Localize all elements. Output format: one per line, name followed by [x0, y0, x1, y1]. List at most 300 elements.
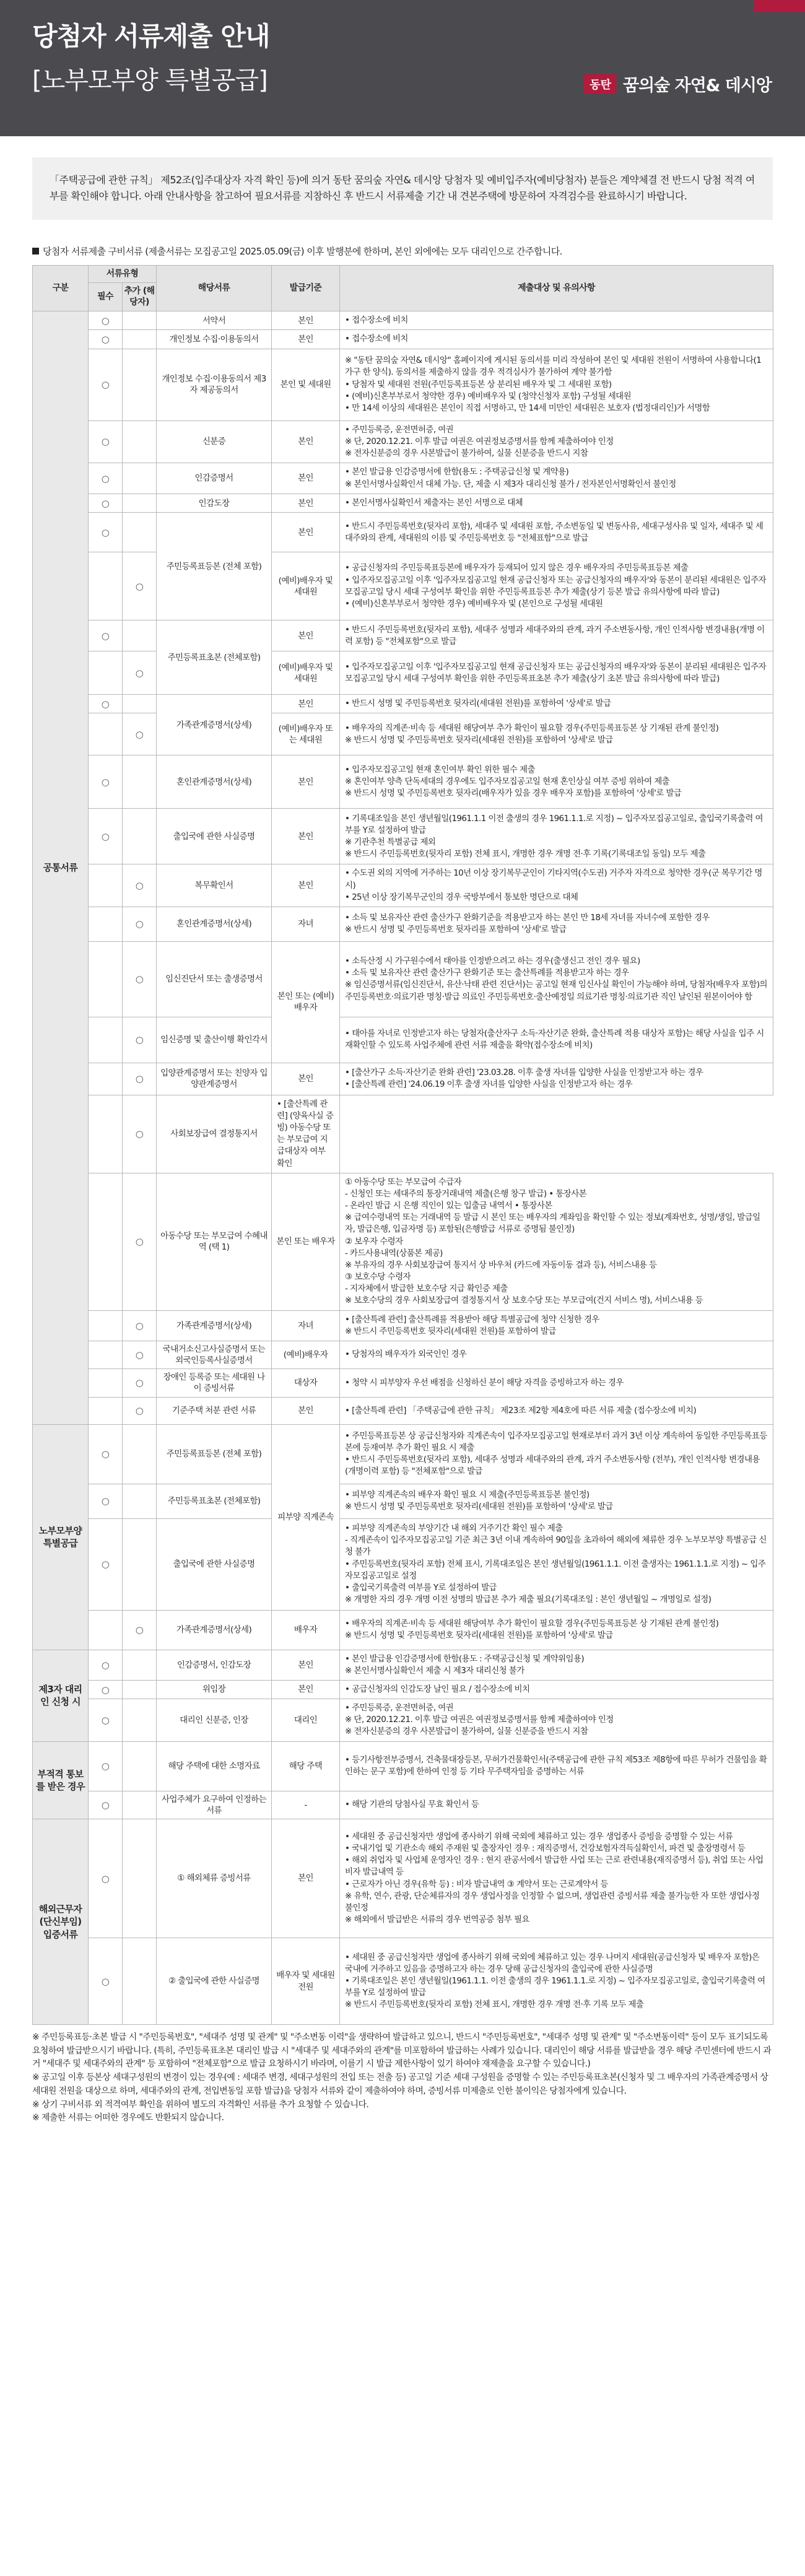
table-row: [33, 1063, 773, 1095]
table-row: [33, 1341, 773, 1368]
document-name: 주민등록표초본 (전체포함): [157, 1484, 272, 1518]
page-header: [0, 0, 805, 136]
document-name: 임신증명 및 출산이행 확인각서: [157, 1017, 272, 1063]
document-name: 사회보장급여 결정통지서: [157, 1095, 272, 1173]
remark-line: ※ "동탄 꿈의숲 자연& 데시앙" 홈페이지에 게시된 동의서를 미리 작성하여 본인 및 세대원 전원이 서명하여 사용합니다(1가구 한 양식). 동의서를 제출하지 않을 경우 적격심사가 불가하여 계약 불가함: [345, 355, 762, 378]
remark-line: ※ 반드시 주민등록번호(뒷자리 포함) 전체 표시, 개명한 경우 개명 전·후 기록 모두 제출: [345, 1999, 644, 2010]
remark-line: • (예비)신혼부부로서 청약한 경우) 예비배우자 및 (청약신청자 포함) 구성될 세대원: [345, 391, 632, 401]
issue-basis: 본인: [272, 1063, 340, 1095]
document-name: 주민등록표등본 (전체 포함): [157, 513, 272, 620]
table-row: [33, 1791, 773, 1819]
additional-mark: ○: [123, 1095, 157, 1173]
remark-line: ※ 본인서명사실확인서 대체 가능. 단, 제출 시 제3자 대리신청 불가 / 전자본인서명확인서 불인정: [345, 479, 676, 489]
remark-line: ※ 반드시 성명 및 주민등록번호 뒷자리를 포함하여 '상세'로 발급: [345, 925, 567, 935]
additional-mark: ○: [123, 552, 157, 620]
document-name: 가족관계증명서(상세): [157, 695, 272, 755]
remark-line: • 기록대조일은 본인 생년월일(1961.1.1. 이전 출생의 경우 1961.1.1.로 지정) ~ 입주자모집공고일로, 출입국기록출력 여부를 Y로 설정하여 발급: [345, 1975, 765, 1998]
table-row: [33, 1095, 773, 1173]
remark-line: • 배우자의 직계존·비속 등 세대원 해당여부 추가 확인이 필요할 경우(주민등록표등본 상 기재된 관계 불인정): [345, 723, 719, 733]
remark-line: • 세대원 중 공급신청자만 생업에 종사하기 위해 국외에 체류하고 있는 경우 생업종사 증빙을 증명할 수 있는 서류: [345, 1831, 733, 1842]
additional-mark: ○: [123, 1369, 157, 1397]
additional-mark: ○: [123, 864, 157, 907]
required-mark: [89, 941, 123, 1017]
table-row: [33, 907, 773, 941]
document-name: 출입국에 관한 사실증명: [157, 809, 272, 864]
header-doc-name: 해당서류: [157, 265, 272, 311]
additional-mark: [123, 1699, 157, 1741]
remark-line: ※ 단, 2020.12.21. 이후 발급 여권은 여권정보증명서를 함께 제출하여야 인정: [345, 1715, 614, 1725]
remark-line: • 태아를 자녀로 인정받고자 하는 당첨자(출산자구 소득·자산기준 완화, 출산특례 적용 대상자 포함)는 해당 사실을 입주 시 재확인할 수 있도록 사업주체에 관련 서류 제출을 확약(접수장소에 비치): [345, 1029, 764, 1051]
issue-basis: 본인: [272, 864, 340, 907]
table-row: [33, 1173, 773, 1310]
remark-line: • 기록대조일을 본인 생년월일(1961.1.1 이전 출생의 경우 1961.1.1.로 지정) ~ 입주자모집공고일로, 출입국기록출력 여부를 Y로 설정하여 발급: [345, 813, 763, 835]
remark-line: ※ 해외에서 발급받은 서류의 경우 번역공증 첨부 필요: [345, 1915, 529, 1925]
additional-mark: ○: [123, 1017, 157, 1063]
table-row: [33, 620, 773, 651]
additional-mark: ○: [123, 1173, 157, 1310]
table-row: [33, 552, 773, 620]
required-mark: [89, 651, 123, 695]
additional-mark: [123, 1424, 157, 1484]
additional-mark: [123, 620, 157, 651]
category-cell: 제3자 대리인 신청 시: [33, 1650, 89, 1741]
additional-mark: ○: [123, 907, 157, 941]
issue-basis: 본인: [272, 1397, 340, 1424]
additional-mark: [123, 1484, 157, 1518]
remark-cell: [340, 755, 773, 809]
remark-line: • 만 14세 이상의 세대원은 본인이 직접 서명하고, 만 14세 미만인 세대원은 보호자 (법정대리인)가 서명함: [345, 402, 710, 413]
additional-mark: [123, 1650, 157, 1680]
remark-cell: [340, 1310, 773, 1341]
issue-basis: 본인: [272, 1681, 340, 1699]
required-mark: [89, 713, 123, 755]
remark-cell: [340, 1819, 773, 1938]
issue-basis: (예비)배우자 및 세대원: [272, 552, 340, 620]
table-row: [33, 330, 773, 349]
required-mark: ○: [89, 809, 123, 864]
remark-line: ① 아동수당 또는 부모급여 수급자: [345, 1177, 462, 1187]
remark-line: • 피부양 직계존속의 배우자 확인 필요 시 제출(주민등록표등본 불인정): [345, 1490, 590, 1500]
remark-line: ※ 반드시 성명 및 주민등록번호 뒷자리(세대원 전원)를 포함하여 '상세'로 발급: [345, 1630, 613, 1641]
required-mark: [89, 1310, 123, 1341]
document-table: [32, 265, 773, 2025]
remark-cell: [340, 1699, 773, 1741]
remark-line: ※ 본인서명사실확인서 제출 시 제3자 대리신청 불가: [345, 1665, 524, 1676]
category-cell: 공통서류: [33, 311, 89, 1424]
table-row: [33, 651, 773, 695]
remark-cell: [340, 1341, 773, 1368]
remark-cell: [340, 713, 773, 755]
remark-cell: [340, 1610, 773, 1650]
header-basis: 발급기준: [272, 265, 340, 311]
remark-cell: [340, 1681, 773, 1699]
remark-line: • 소득 및 보유자산 관련 출산가구 완화기준을 적용받고자 하는 본인 만 18세 자녀를 자녀수에 포함한 경우: [345, 913, 710, 923]
issue-basis: 본인: [272, 1650, 340, 1680]
required-mark: ○: [89, 755, 123, 809]
document-name: 인감증명서, 인감도장: [157, 1650, 272, 1680]
additional-mark: ○: [123, 1063, 157, 1095]
additional-mark: [123, 311, 157, 330]
remark-line: • 반드시 성명 및 주민등록번호 뒷자리(세대원 전원)를 포함하여 '상세'로 발급: [345, 698, 611, 709]
remark-line: • 공급신청자의 주민등록표등본에 배우자가 등재되어 있지 않은 경우 배우자의 주민등록표등본 제출: [345, 563, 689, 573]
required-mark: [89, 864, 123, 907]
required-mark: ○: [89, 1681, 123, 1699]
remark-cell: [340, 349, 773, 420]
remark-line: ※ 반드시 성명 및 주민등록번호 뒷자리(배우자가 있을 경우 배우자 포함)를 포함하여 '상세'로 발급: [345, 788, 682, 799]
issue-basis: 본인: [272, 809, 340, 864]
issue-basis: 본인: [272, 463, 340, 494]
document-name: 기준주택 처분 관련 서류: [157, 1397, 272, 1424]
remark-line: • [출산특례 관련] (양육사실 증빙) 아동수당 또는 부모급여 지급대상자 여부 확인: [277, 1099, 334, 1168]
issue-basis: -: [272, 1791, 340, 1819]
intro-notice: 「주택공급에 관한 규칙」 제52조(입주대상자 자격 확인 등)에 의거 동탄 꿈의숲 자연& 데시앙 당첨자 및 예비입주자(예비당첨자) 분들은 계약체결 전 반드시 당첨 적격 여부를 확인해야 합니다. 아래 안내사항을 참고하여 필요서류를 지참하신 후 반드시 서류제출 기간 내 견본주택에 방문하여 자격검수를 완료하시기 바랍니다.: [32, 157, 773, 220]
issue-basis: 본인: [272, 494, 340, 513]
remark-line: • 소득 및 보유자산 관련 출산가구 완화기준 또는 출산특례를 적용받고자 하는 경우: [345, 968, 629, 978]
remark-line: • 접수장소에 비치: [345, 334, 408, 344]
footnotes: [32, 2031, 773, 2125]
required-mark: ○: [89, 695, 123, 713]
table-row: [33, 1397, 773, 1424]
document-name: 개인정보 수집·이용동의서 제3자 제공동의서: [157, 349, 272, 420]
additional-mark: [123, 1681, 157, 1699]
document-name: 사업주체가 요구하여 인정하는 서류: [157, 1791, 272, 1819]
document-name: 입양관계증명서 또는 친양자 입양관계증명서: [157, 1063, 272, 1095]
required-mark: [89, 1610, 123, 1650]
remark-line: • 근로자가 아닌 경우(유학 등) : 비자 발급내역 ③ 계약서 또는 근로계약서 등: [345, 1879, 608, 1889]
remark-line: • 공급신청자의 인감도장 날인 필요 / 접수장소에 비치: [345, 1684, 530, 1694]
table-row: [33, 349, 773, 420]
footnote: ※ 공고일 이후 등본상 세대구성원의 변경이 있는 경우(예 : 세대주 변경, 세대구성원의 전입 또는 전출 등) 공고일 기준 세대 구성원을 증명할 수 있는 주민등록표초본(신청자 및 그 배우자의 가족관계증명서 상 세대원 전원을 대상으로 하며, 세대주와의 관계, 전입변동일 포함 발급)을 당첨자 서류와 같이 제출하여야 하며, 증빙서류 미제출로 인한 불이익은 당첨자에게 있습니다.: [32, 2073, 768, 2096]
issue-basis: 본인 또는 (예비)배우자: [272, 941, 340, 1063]
table-row: [33, 1610, 773, 1650]
remark-line: • 당첨자의 배우자가 외국인인 경우: [345, 1349, 467, 1360]
remark-line: - 온라인 발급 시 은행 직인이 있는 입출금 내역서 • 통장사본: [345, 1201, 552, 1211]
footnote: ※ 주민등록표등·초본 발급 시 "주민등록번호", "세대주 성명 및 관계" 및 "주소변동 이력"을 생략하여 발급하고 있으니, 반드시 "주민등록번호", "세대주 성명 및 관계" 및 "주소변동이력" 등이 모두 표기되도록 요청하여 발급받으시기 바랍니다. (특히, 주민등록표초본 대리인 발급 시 "세대주 및 세대주와의 관계"를 미포함하여 발급하는 사례가 있습니다. 대리인이 해당 서류를 발급받을 경우 해당 주민센터에 반드시 과거 "세대주 및 세대주와의 관계" 등 포함하여 "전체포함"으로 발급 요청하시기 바라며, 이를기 시 발급 제한사항이 있기 하여야 재제출을 요구할 수 있습니다.): [32, 2032, 772, 2069]
remark-cell: [340, 311, 773, 330]
remark-cell: [340, 1650, 773, 1680]
required-mark: ○: [89, 420, 123, 463]
remark-line: • 본인서명사실확인서 제출자는 본인 서명으로 대체: [345, 498, 523, 508]
issue-basis: 본인 또는 배우자: [272, 1173, 340, 1310]
remark-line: - 신청인 또는 세대주의 통장거래내역 제출(은행 창구 발급) • 통장사본: [345, 1188, 587, 1199]
remark-line: ※ 단, 2020.12.21. 이후 발급 여권은 여권정보증명서를 함께 제출하여야 인정: [345, 436, 614, 446]
additional-mark: [123, 494, 157, 513]
document-name: 출입국에 관한 사실증명: [157, 1518, 272, 1610]
additional-mark: [123, 1791, 157, 1819]
submission-note-text: 당첨자 서류제출 구비서류 (제출서류는 모집공고일 2025.05.09(금) 이후 발행분에 한하며, 본인 외에에는 모두 대리인으로 간주합니다.: [43, 245, 562, 257]
table-row: [33, 1699, 773, 1741]
required-mark: ○: [89, 620, 123, 651]
issue-basis: 본인: [272, 695, 340, 713]
required-mark: ○: [89, 1424, 123, 1484]
required-mark: ○: [89, 1741, 123, 1791]
remark-line: ※ 개명한 자의 경우 개명 이전 성명의 발급본 추가 제출 필요(기록대조일 : 본인 생년월일 ~ 개명일로 설정): [345, 1595, 711, 1605]
remark-cell: [340, 809, 773, 864]
remark-line: ※ 유학, 연수, 관광, 단순체류자의 경우 생업사정을 인정할 수 없으며, 생업관련 증빙서류 제출 불가능한 자 또한 생업사정 불인정: [345, 1891, 760, 1913]
issue-basis: (예비)배우자: [272, 1341, 340, 1368]
page-subtitle: [노부모부양 특별공급]: [32, 66, 268, 95]
document-name: ② 출입국에 관한 사실증명: [157, 1938, 272, 2025]
issue-basis: 대상자: [272, 1369, 340, 1397]
remark-line: • 출입국기록출력 여부를 Y로 설정하여 발급: [345, 1582, 497, 1593]
issue-basis: 자녀: [272, 1310, 340, 1341]
issue-basis: 본인 및 세대원: [272, 349, 340, 420]
category-cell: 해외근무자 (단신부임) 입증서류: [33, 1819, 89, 2025]
required-mark: ○: [89, 1791, 123, 1819]
remark-line: • 등기사항전부증명서, 건축물대장등본, 무허가건물확인서(주택공급에 관한 규칙 제53조 제8항에 따른 무허가 건물임을 확인하는 문구 포함)에 한하여 인정 등 기타 무주택자임을 증명하는 서류: [345, 1754, 767, 1777]
issue-basis: 자녀: [272, 907, 340, 941]
remark-cell: [340, 1741, 773, 1791]
required-mark: [89, 1063, 123, 1095]
remark-line: ※ 보호수당의 경우 사회보장급여 결정통지서 상 보호수당 또는 부모급여(건지 서비스 명), 서비스내용 등: [345, 1295, 703, 1306]
remark-line: • 25년 이상 장기복무군인의 경우 국방부에서 통보한 명단으로 대체: [345, 892, 578, 902]
required-mark: ○: [89, 311, 123, 330]
additional-mark: ○: [123, 1397, 157, 1424]
document-name: ① 해외체류 증빙서류: [157, 1819, 272, 1938]
additional-mark: [123, 809, 157, 864]
table-row: [33, 809, 773, 864]
remark-line: • [출산특례 관련] 「주택공급에 관한 규칙」 제23조 제2항 제4호에 따른 서류 제출 (접수장소에 비치): [345, 1405, 697, 1416]
required-mark: ○: [89, 349, 123, 420]
table-row: [33, 1424, 773, 1484]
brand-name: 꿈의숲 자연& 데시앙: [622, 76, 772, 95]
remark-line: • 수도권 외의 지역에 거주하는 10년 이상 장기복무군인이 기타지역(수도권) 거주자 자격으로 청약한 경우(군 복무기간 명시): [345, 868, 762, 890]
remark-line: - 직계존속이 입주자모집공고일 기준 최근 3년 이내 계속하여 90일을 초과하여 해외에 체류한 경우 노부모부양 특별공급 신청 불가: [345, 1535, 767, 1557]
remark-cell: [340, 420, 773, 463]
additional-mark: [123, 695, 157, 713]
table-row: [33, 463, 773, 494]
table-row: [33, 941, 773, 1017]
table-row: [33, 695, 773, 713]
remark-line: • [출산특례 관련] 출산특례를 적용받아 해당 특별공급에 청약 신청한 경우: [345, 1314, 599, 1325]
remark-line: ※ 부유자의 경우 사회보장급여 통지서 상 바우처 (카드에 자동이동 결과 등), 서비스내용 등: [345, 1260, 657, 1270]
document-name: 인감도장: [157, 494, 272, 513]
issue-basis: 해당 주택: [272, 1741, 340, 1791]
footnote: ※ 제출한 서류는 어떠한 경우에도 반환되지 않습니다.: [32, 2113, 224, 2123]
remark-line: • 반드시 주민등록번호(뒷자리 포함), 세대주 성명과 세대주와의 관계, 과거 주소변동사항 (전부), 개인 인적사항 변경내용(개명이력 포함) 등 "전체포함"으로 발급: [345, 1455, 760, 1477]
document-name: 가족관계증명서(상세): [157, 1310, 272, 1341]
remark-line: • [출산특례 관련] '24.06.19 이후 출생 자녀를 입양한 사실을 인정받고자 하는 경우: [345, 1079, 633, 1090]
header-group: 구분: [33, 265, 89, 311]
remark-line: ※ 전자신분증의 경우 사본발급이 불가하여, 실물 신분증을 반드시 지참: [345, 448, 588, 458]
table-row: [33, 864, 773, 907]
remark-cell: [340, 1424, 773, 1484]
table-row: [33, 311, 773, 330]
required-mark: ○: [89, 1699, 123, 1741]
required-mark: ○: [89, 463, 123, 494]
table-row: [33, 1741, 773, 1791]
remark-line: • 반드시 주민등록번호(뒷자리 포함), 세대주 성명과 세대주와의 관계, 과거 주소변동사항, 개인 인적사항 변경내용(개명 이력 포함) 등 "전체포함"으로 발급: [345, 624, 765, 646]
remark-cell: [340, 1484, 773, 1518]
remark-line: • 주민등록증, 운전면허증, 여권: [345, 1703, 454, 1713]
issue-basis: (예비)배우자 및 세대원: [272, 651, 340, 695]
issue-basis: 본인: [272, 755, 340, 809]
document-name: 신분증: [157, 420, 272, 463]
remark-line: • 청약 시 피부양자 우선 배점을 신청하신 분이 해당 자격을 증빙하고자 하는 경우: [345, 1377, 624, 1388]
additional-mark: [123, 1819, 157, 1938]
additional-mark: [123, 513, 157, 552]
required-mark: [89, 1369, 123, 1397]
remark-cell: [340, 1397, 773, 1424]
document-name: 위임장: [157, 1681, 272, 1699]
remark-cell: [340, 463, 773, 494]
document-name: 장애인 등록증 또는 세대원 나이 증빙서류: [157, 1369, 272, 1397]
issue-basis: 본인: [272, 330, 340, 349]
remark-line: - 카드사용내역(상품본 제공): [345, 1248, 443, 1258]
remark-line: • (예비)신혼부부로서 청약한 경우) 예비배우자 및 (본인으로 구성될 세대원: [345, 598, 603, 609]
remark-cell: [340, 1938, 773, 2025]
issue-basis: (예비)배우자 또는 세대원: [272, 713, 340, 755]
required-mark: ○: [89, 330, 123, 349]
document-name: 아동수당 또는 부모급여 수혜내역 (택 1): [157, 1173, 272, 1310]
remark-line: • 배우자의 직계존·비속 등 세대원 해당여부 추가 확인이 필요할 경우(주민등록표등본 상 기재된 관계 불인정): [345, 1619, 719, 1629]
remark-cell: [340, 620, 773, 651]
table-row: [33, 1310, 773, 1341]
required-mark: [89, 1341, 123, 1368]
document-table-body: [33, 311, 773, 2025]
header-additional: 추가 (해당자): [123, 283, 157, 311]
remark-cell: [340, 864, 773, 907]
square-bullet-icon: [32, 248, 39, 255]
remark-cell: [340, 494, 773, 513]
required-mark: [89, 1173, 123, 1310]
remark-line: ※ 반드시 주민등록번호 뒷자리(세대원 전원)를 포함하여 발급: [345, 1326, 556, 1336]
required-mark: ○: [89, 494, 123, 513]
remark-cell: [340, 330, 773, 349]
additional-mark: [123, 1938, 157, 2025]
remark-cell: [340, 1017, 773, 1063]
document-name: 주민등록표등본 (전체 포함): [157, 1424, 272, 1484]
document-name: 인감증명서: [157, 463, 272, 494]
remark-line: • 주민등록번호(뒷자리 포함) 전체 표시, 기록대조일은 본인 생년월일(1961.1.1. 이전 출생자는 1961.1.1.로 지정) ~ 입주자모집공고일로 설정: [345, 1559, 766, 1581]
issue-basis: 본인: [272, 311, 340, 330]
remark-cell: [340, 1369, 773, 1397]
remark-line: • 주민등록표등본 상 공급신청자와 직계존속이 입주자모집공고일 현재로부터 과거 3년 이상 계속하여 동일한 주민등록표등본에 등재여부 추가 확인 필요 시 제출: [345, 1430, 767, 1453]
document-name: 혼인관계증명서(상세): [157, 907, 272, 941]
issue-basis: 배우자 및 세대원 전원: [272, 1938, 340, 2025]
remark-line: • 세대원 중 공급신청자만 생업에 종사하기 위해 국외에 체류하고 있는 경우 나머지 세대원(공급신청자 및 배우자 포함)은 국내에 거주하고 있음을 증명하고자 하는 경우 당해 공급신청자의 출입국에 관한 사실증명: [345, 1952, 760, 1974]
additional-mark: ○: [123, 1610, 157, 1650]
required-mark: ○: [89, 1484, 123, 1518]
additional-mark: ○: [123, 651, 157, 695]
footnote: ※ 상기 구비서류 외 적격여부 확인을 위하여 별도의 자격확인 서류를 추가 요청할 수 있습니다.: [32, 2099, 369, 2110]
table-row: [33, 713, 773, 755]
additional-mark: [123, 463, 157, 494]
remark-cell: [340, 907, 773, 941]
remark-cell: [340, 695, 773, 713]
table-row: [33, 755, 773, 809]
additional-mark: [123, 1518, 157, 1610]
document-name: 혼인관계증명서(상세): [157, 755, 272, 809]
remark-line: ※ 급여수령내역 또는 거래내역 등 발급 시 본인 또는 배우자의 계좌임을 확인할 수 있는 정보(계좌번호, 성명/생일, 발급일자, 발급은행, 입금자명 등) 포함된(은행발급 서류로 증명됨 불인정): [345, 1212, 760, 1235]
document-name: 대리인 신분증, 인장: [157, 1699, 272, 1741]
document-name: 주민등록표초본 (전체포함): [157, 620, 272, 695]
issue-basis: 본인: [272, 1819, 340, 1938]
header-doc-type: 서류유형: [89, 265, 157, 283]
remark-cell: [340, 552, 773, 620]
remark-line: ※ 임신증명서류(임신진단서, 유산·낙태 관련 진단서)는 공고일 현재 임신사실 확인이 가능해야 하며, 당첨자(배우자 포함)의 주민등록번호·의료기관 명칭·발급 의료인 주민등록번호·출산예정일 의료기관 명칭·의료기관 직인 날인된 원본이어야 함: [345, 980, 767, 1002]
remark-cell: [340, 513, 773, 552]
category-cell: 부적격 통보를 받은 경우: [33, 1741, 89, 1819]
remark-line: • 입주자모집공고일 이후 '입주자모집공고일 현재 공급신청자 또는 공급신청자의 배우자'와 동본이 분리된 세대원은 입주자모집공고일 당시 세대 구성여부 확인을 위한 주민등록표등본 추가 제출(상기 등본 발급 유의사항에 따라 발급): [345, 575, 766, 597]
remark-line: • 소득산정 시 가구원수에서 태아를 인정받으려고 하는 경우(출생신고 전인 경우 필요): [345, 956, 640, 967]
additional-mark: [123, 755, 157, 809]
table-row: [33, 1819, 773, 1938]
remark-line: ※ 전자신분증의 경우 사본발급이 불가하여, 실물 신분증을 반드시 지참: [345, 1726, 588, 1737]
brand-badge: 동탄: [584, 74, 617, 94]
required-mark: ○: [89, 1650, 123, 1680]
additional-mark: [123, 349, 157, 420]
issue-basis: 배우자: [272, 1610, 340, 1650]
brand-logo: [584, 72, 772, 96]
remark-cell: [272, 1095, 340, 1173]
submission-note: [32, 245, 773, 258]
remark-line: • 국내기업 및 기관소속 해외 주재원 및 출장자인 경우 : 재직증명서, 건강보험자격득실확인서, 파견 및 출장명령서 등: [345, 1843, 746, 1854]
required-mark: [89, 1095, 123, 1173]
remark-line: • 반드시 주민등록번호(뒷자리 포함), 세대주 및 세대원 포함, 주소변동일 및 변동사유, 세대구성사유 및 일자, 세대주 및 세대주와의 관계, 세대원의 이름 및 주민등록번호 등 "전체표함"으로 발급: [345, 521, 764, 543]
additional-mark: [123, 420, 157, 463]
remark-line: - 지자체에서 발급한 보호수당 지급 확인증 제출: [345, 1284, 508, 1294]
remark-line: • 해외 취업자 및 사업체 운영자인 경우 : 현지 관공서에서 발급한 사업 또는 근로 관련내용(재직증명서 등), 취업 또는 사업비자 발급내역 등: [345, 1855, 764, 1878]
remark-cell: [340, 1063, 773, 1095]
required-mark: [89, 552, 123, 620]
document-name: 복무확인서: [157, 864, 272, 907]
remark-cell: [340, 1791, 773, 1819]
table-row: [33, 1484, 773, 1518]
remark-line: • [출산가구 소득·자산기준 완화 관련] '23.03.28. 이후 출생 자녀를 입양한 사실을 인정받고자 하는 경우: [345, 1068, 703, 1078]
table-row: [33, 1518, 773, 1610]
additional-mark: ○: [123, 1310, 157, 1341]
required-mark: ○: [89, 1819, 123, 1938]
remark-cell: [340, 651, 773, 695]
required-mark: [89, 1017, 123, 1063]
table-row: [33, 513, 773, 552]
issue-basis: 본인: [272, 513, 340, 552]
additional-mark: ○: [123, 1341, 157, 1368]
remark-line: ※ 반드시 성명 및 주민등록번호 뒷자리(세대원 전원)를 포함하여 '상세'로 발급: [345, 1502, 613, 1512]
remark-line: • 입주자모집공고일 이후 '입주자모집공고일 현재 공급신청자 또는 공급신청자의 배우자'와 동본이 분리된 세대원은 입주자모집공고일 당시 세대 구성여부 확인을 위한 주민등록표초본 추가 제출(상기 초본 발급 유의사항에 따라 발급): [345, 661, 766, 684]
page-title: 당첨자 서류제출 안내: [32, 21, 270, 51]
issue-basis: 대리인: [272, 1699, 340, 1741]
remark-line: • 본인 발급용 인감증명서에 한함(용도 : 주택공급신청 및 계약위임용): [345, 1653, 585, 1664]
required-mark: ○: [89, 513, 123, 552]
document-name: 국내거소신고사실증명서 또는 외국인등록사실증명서: [157, 1341, 272, 1368]
header-remark: 제출대상 및 유의사항: [340, 265, 773, 311]
required-mark: ○: [89, 1938, 123, 2025]
document-name: 개인정보 수집·이용동의서: [157, 330, 272, 349]
accent-corner: [754, 0, 805, 12]
required-mark: [89, 907, 123, 941]
issue-basis: 본인: [272, 620, 340, 651]
remark-line: ※ 반드시 주민등록번호(뒷자리 포함) 전체 표시, 개명한 경우 개명 전·후 기록(기록대조일 동일) 모두 제출: [345, 849, 706, 859]
additional-mark: [123, 1741, 157, 1791]
issue-basis: 피부양 직계존속: [272, 1424, 340, 1610]
table-row: [33, 1681, 773, 1699]
remark-line: • 입주자모집공고일 현재 혼인여부 확인 위한 필수 제출: [345, 765, 535, 775]
remark-line: ③ 보호수당 수령자: [345, 1272, 411, 1282]
document-name: 해당 주택에 대한 소명자료: [157, 1741, 272, 1791]
remark-line: ② 보우자 수령자: [345, 1236, 403, 1247]
table-row: [33, 420, 773, 463]
remark-line: • 주민등록증, 운전면허증, 여권: [345, 424, 454, 435]
additional-mark: ○: [123, 941, 157, 1017]
table-row: [33, 1369, 773, 1397]
table-row: [33, 494, 773, 513]
header-required: 필수: [89, 283, 123, 311]
issue-basis: 본인: [272, 420, 340, 463]
remark-line: • 피부양 직계존속의 부양기간 내 해외 거주기간 확인 필수 제출: [345, 1523, 563, 1534]
remark-cell: [340, 1518, 773, 1610]
